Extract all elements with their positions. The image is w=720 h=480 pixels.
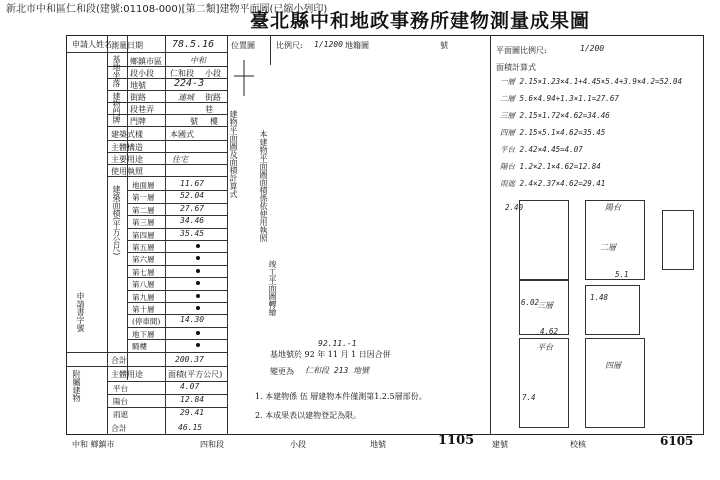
- calc-line: 陽台 1.2×2.1×4.62=12.84: [500, 162, 601, 171]
- room-label: 二層: [600, 243, 616, 252]
- floor-value: 35.45: [180, 228, 205, 238]
- footer-checker: 校核: [570, 440, 586, 449]
- grid-line: [107, 407, 227, 408]
- plan-room: [662, 210, 694, 270]
- dim-label: 2.40: [505, 203, 524, 212]
- calc-line: 三層 2.15×1.72×4.62=34.46: [500, 111, 610, 120]
- room-label: 陽台: [605, 203, 621, 212]
- north-arrow-icon: [232, 58, 262, 98]
- floor-label: 地下層: [132, 329, 155, 339]
- calc-line: 二層 5.6×4.94+1.3×1.1=27.67: [500, 94, 619, 103]
- room-label: 四層: [605, 361, 621, 370]
- plan-room: [519, 200, 569, 280]
- note-line-2: 2. 本成果表以建物登記為限。: [255, 411, 362, 420]
- note-line-1: 1. 本建物係 伍 層建物本件僅測第1.2.5層部份。: [255, 392, 427, 401]
- dim-label: 4.62: [540, 327, 559, 336]
- page-title: 臺北縣中和地政事務所建物測量成果圖: [250, 10, 591, 32]
- street-label: 街路: [130, 93, 146, 102]
- grid-line: [490, 35, 491, 435]
- plan-scale-label: 平面圖比例尺:: [496, 46, 547, 55]
- floor-label: 第十層: [132, 305, 155, 314]
- floor-label: 騎樓: [132, 342, 147, 352]
- floor-label: 第九層: [132, 292, 155, 302]
- door-suffix: 樓: [210, 117, 218, 126]
- floor-label: 第三層: [132, 218, 155, 228]
- floor-label: 第七層: [132, 267, 155, 277]
- applicant-label: 申請人姓名: [72, 40, 112, 49]
- map-label: 地籍圖: [345, 41, 369, 50]
- structure-type-value: 本國式: [170, 130, 194, 139]
- empty-dot: [196, 269, 200, 273]
- survey-note: 基地號於 92 年 11 月 1 日因合併: [270, 350, 391, 359]
- floor-label: 第四層: [132, 230, 155, 240]
- dim-label: 7.4: [522, 393, 536, 402]
- street-suffix: 街路: [205, 93, 221, 102]
- floor-label: (停車間): [132, 317, 161, 327]
- grid-line: [66, 366, 227, 367]
- calc-line: 平台 2.42×4.45=4.07: [500, 145, 583, 154]
- lot-label: 地號: [130, 81, 146, 90]
- floor-value: 52.04: [180, 191, 205, 201]
- side-note-2: 竣工平面圖轉繪: [268, 260, 277, 316]
- annex-label: 附屬建物: [72, 370, 81, 402]
- door-value: 號: [190, 117, 198, 126]
- grid-line: [66, 352, 227, 353]
- annex-row-label: 陽台: [113, 397, 128, 406]
- floor-label: 第六層: [132, 255, 155, 265]
- footer-building-label: 建號: [492, 440, 508, 449]
- annex-area-label: 面積(平方公尺): [168, 370, 223, 379]
- main-use-label: 主要用途: [111, 155, 143, 164]
- grid-line: [107, 90, 227, 91]
- floor-value: 11.67: [180, 179, 205, 188]
- plan-room: [585, 338, 645, 428]
- dim-label: 1.48: [590, 293, 609, 302]
- street-value: 連城: [178, 93, 194, 102]
- annex-use-label: 主體用途: [111, 370, 143, 379]
- survey-date-value: 78.5.16: [172, 39, 215, 50]
- annex-row-label: 平台: [113, 384, 128, 393]
- empty-dot: [196, 331, 200, 335]
- floor-label: 第五層: [132, 243, 155, 252]
- footer-subsection: 小段: [290, 440, 306, 449]
- plan-scale-value: 1/200: [580, 44, 605, 53]
- grid-line: [165, 35, 166, 435]
- empty-dot: [196, 294, 200, 298]
- side-note-1: 本建物平面圖面積係依使用執照: [259, 130, 268, 242]
- total-label: 合計: [111, 356, 127, 365]
- scale-value: 1/1200: [314, 40, 343, 49]
- annex-row-value: 4.07: [180, 382, 200, 391]
- area-calc-label: 面積計算式: [496, 63, 536, 72]
- main-structure-label: 主體構造: [111, 143, 143, 152]
- map-no: 號: [440, 41, 448, 50]
- structure-type-label: 建築式樣: [111, 130, 143, 139]
- dim-label: 5.1: [615, 270, 629, 279]
- total-value: 200.37: [175, 355, 204, 364]
- dim-label: 6.02: [521, 298, 540, 307]
- section-value: 仁和段: [170, 69, 194, 78]
- empty-dot: [196, 306, 200, 310]
- building-label: 建物門牌: [112, 92, 121, 124]
- subsection-label: 小段: [205, 69, 221, 78]
- annex-row-value: 12.84: [180, 395, 205, 404]
- door-label: 門牌: [130, 117, 146, 126]
- annex-row-label: 雨遮: [113, 410, 128, 419]
- annex-row-value: 29.41: [180, 408, 205, 417]
- grid-line: [107, 66, 227, 67]
- main-use-value: 住宅: [172, 155, 188, 164]
- grid-line: [66, 52, 227, 53]
- grid-line: [107, 381, 227, 382]
- stamp-date: 92.11.-1: [318, 339, 357, 348]
- floor-value: 27.67: [180, 203, 205, 213]
- lane-value: 巷: [205, 105, 213, 114]
- grid-line: [107, 394, 227, 395]
- used-date-label: 使用執照: [111, 167, 143, 176]
- floor-value: 34.46: [180, 216, 205, 226]
- plan-area-label: 建物平面圖及面積計算式: [229, 110, 238, 198]
- area-vertical-label: 建築面積(平方公尺): [112, 185, 121, 256]
- page-caption: 新北市中和區仁和段(建號:01108-000)[第二類]建物平面圖(已縮小列印): [6, 4, 328, 15]
- footer-page-no: 6105: [660, 434, 694, 448]
- footer-section: 四和段: [200, 440, 224, 449]
- footer-lot: 地號: [370, 440, 386, 449]
- location-map-label: 位置圖: [231, 41, 255, 50]
- footer-county: 中和 鄉鎮市: [72, 440, 115, 449]
- scale-label: 比例尺:: [276, 41, 303, 50]
- applicant-vertical: 申請書字號: [76, 292, 85, 332]
- grid-line: [107, 35, 108, 435]
- floor-label: 第一層: [132, 193, 155, 203]
- annex-total-label: 合計: [111, 424, 127, 433]
- change-value: 仁和段 213 地號: [305, 366, 370, 375]
- grid-line: [107, 126, 227, 127]
- calc-line: 四層 2.15×5.1×4.62=35.45: [500, 128, 606, 137]
- annex-total-value: 46.15: [178, 423, 203, 432]
- grid-line: [270, 35, 271, 65]
- calc-line: 一層 2.15×1.23×4.1+4.45×5.4+3.9×4.2=52.04: [500, 77, 683, 86]
- section-label: 段小段: [130, 69, 154, 78]
- lane-label: 段巷弄: [130, 105, 154, 114]
- township-label: 鄉鎮市區: [130, 57, 162, 66]
- room-label: 平台: [537, 343, 553, 352]
- grid-line: [127, 35, 128, 380]
- room-label: 三層: [537, 301, 553, 310]
- survey-date-label: 測量日期: [111, 41, 143, 50]
- floor-label: 第八層: [132, 280, 155, 290]
- floor-label: 地面層: [132, 181, 155, 190]
- location-label: 基地坐落: [112, 55, 121, 87]
- township-value: 中和: [190, 56, 206, 65]
- lot-value: 224-3: [174, 78, 205, 89]
- grid-line: [227, 35, 228, 435]
- footer-building-no: 1105: [438, 433, 475, 448]
- empty-dot: [196, 244, 200, 248]
- calc-line: 雨遮 2.4×2.37×4.62=29.41: [500, 179, 606, 188]
- floor-value: 14.30: [180, 315, 205, 325]
- grid-line: [107, 140, 227, 141]
- floor-label: 第二層: [132, 205, 155, 215]
- change-label: 變更為: [270, 367, 294, 376]
